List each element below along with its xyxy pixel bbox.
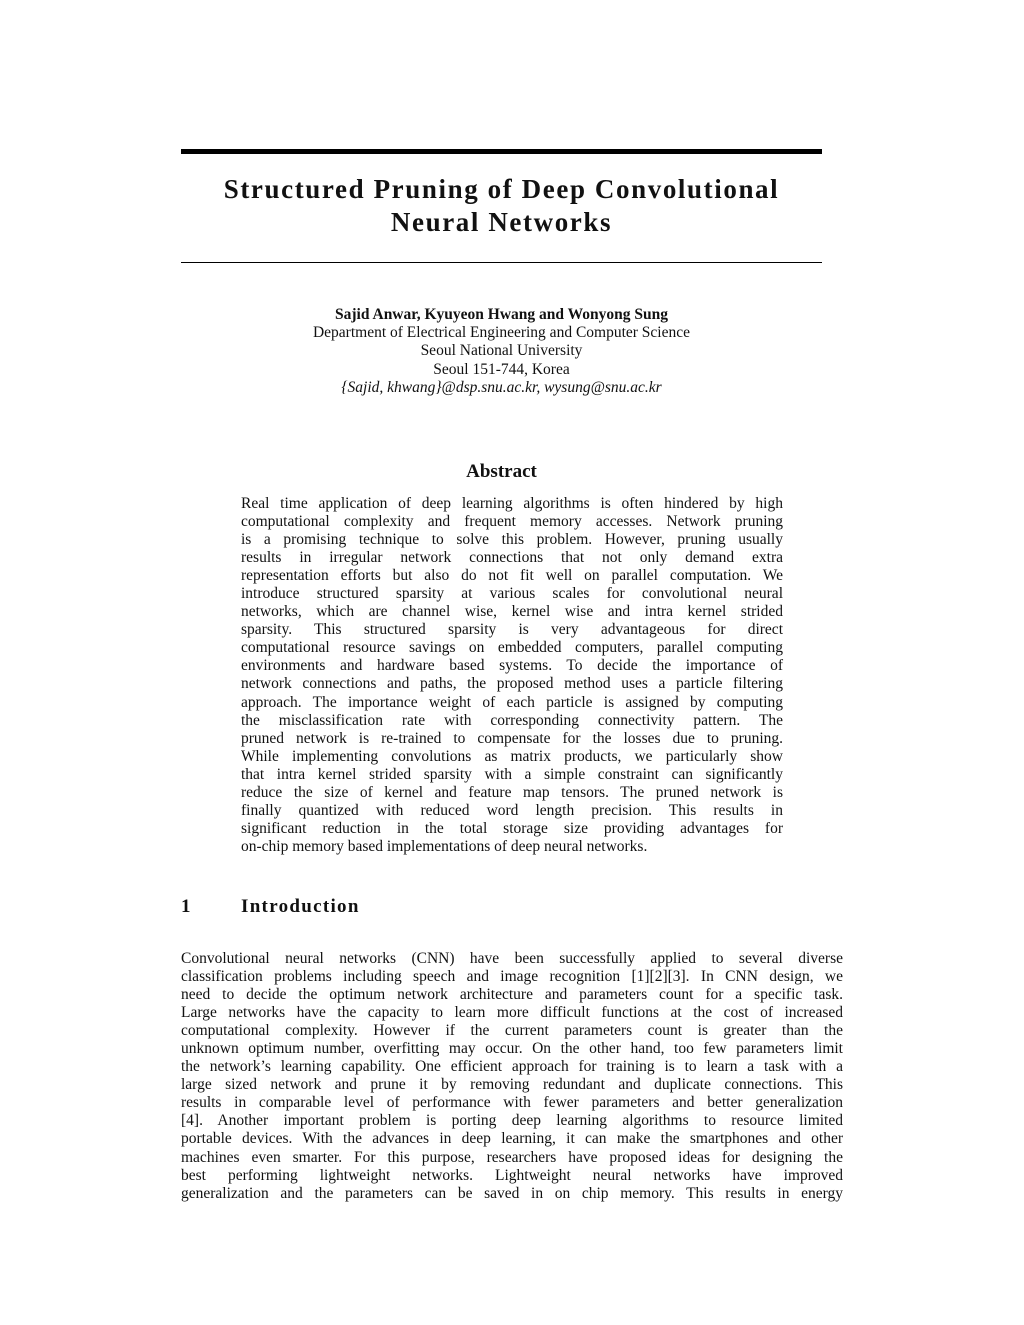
body-line: Convolutional neural networks (CNN) have been successfully applied to several diverse — [181, 950, 843, 967]
body-line: results in comparable level of performance with fewer parameters and better generalization — [181, 1094, 843, 1112]
abstract-line: network connections and paths, the proposed method uses a particle filtering — [241, 675, 783, 693]
abstract-body — [241, 495, 783, 856]
body-line: classification problems including speech and image recognition [1][2][3]. In CNN design, we — [181, 968, 843, 986]
abstract-line: representation efforts but also do not fit well on parallel computation. We — [241, 567, 783, 585]
body-line: large sized network and prune it by removing redundant and duplicate connections. This — [181, 1076, 843, 1094]
affiliation-address: Seoul 151-744, Korea — [433, 360, 570, 378]
abstract-line: finally quantized with reduced word length precision. This results in — [241, 801, 783, 819]
body-line: portable devices. With the advances in deep learning, it can make the smartphones and other — [181, 1130, 843, 1148]
abstract-line: Real time application of deep learning algorithms is often hindered by high — [241, 495, 783, 512]
abstract-line: the misclassification rate with corresponding connectivity pattern. The — [241, 711, 783, 729]
abstract-line: sparsity. This structured sparsity is very advantageous for direct — [241, 621, 783, 639]
abstract-line: While implementing convolutions as matrix products, we particularly show — [241, 747, 783, 765]
author-block — [181, 306, 822, 397]
abstract-line: results in irregular network connections that not only demand extra — [241, 549, 783, 567]
title-top-rule — [181, 149, 822, 154]
abstract-line: approach. The importance weight of each particle is assigned by computing — [241, 693, 783, 711]
body-line: best performing lightweight networks. Lightweight neural networks have improved — [181, 1166, 843, 1184]
abstract-line: reduce the size of kernel and feature map tensors. The pruned network is — [241, 783, 783, 801]
paper-title-line-2: Neural Networks — [390, 207, 613, 237]
introduction-body — [181, 950, 843, 1203]
section-number: 1 — [181, 896, 192, 917]
body-line: the network’s learning capability. One efficient approach for training is to learn a task with a — [181, 1058, 843, 1076]
section-title: Introduction — [241, 896, 360, 917]
body-line: need to decide the optimum network architecture and parameters count for a specific task. — [181, 986, 843, 1004]
body-line: computational complexity. However if the current parameters count is greater than the — [181, 1022, 843, 1040]
body-line: Large networks have the capacity to learn more difficult functions at the cost of increased — [181, 1004, 843, 1022]
abstract-line: significant reduction in the total storage size providing advantages for — [241, 819, 783, 837]
body-line: [4]. Another important problem is porting deep learning algorithms to resource limited — [181, 1112, 843, 1130]
body-line: generalization and the parameters can be saved in on chip memory. This results in energy — [181, 1184, 843, 1202]
paper-title-line-1: Structured Pruning of Deep Convolutional — [223, 174, 780, 204]
abstract-line: is a promising technique to solve this problem. However, pruning usually — [241, 531, 783, 549]
section-heading-introduction — [181, 895, 360, 919]
abstract-line: networks, which are channel wise, kernel wise and intra kernel strided — [241, 603, 783, 621]
affiliation-university: Seoul National University — [420, 342, 583, 360]
author-names: Sajid Anwar, Kyuyeon Hwang and Wonyong Sung — [335, 306, 668, 323]
body-line: unknown optimum number, overfitting may occur. On the other hand, too few parameters limit — [181, 1040, 843, 1058]
abstract-line: environments and hardware based systems. To decide the importance of — [241, 657, 783, 675]
abstract-line: computational complexity and frequent memory accesses. Network pruning — [241, 513, 783, 531]
abstract-line: computational resource savings on embedded computers, parallel computing — [241, 639, 783, 657]
affiliation-department: Department of Electrical Engineering and Computer Science — [312, 324, 691, 342]
abstract-line: that intra kernel strided sparsity with a simple constraint can significantly — [241, 765, 783, 783]
body-line: machines even smarter. For this purpose, researchers have proposed ideas for designing the — [181, 1148, 843, 1166]
abstract-line: on-chip memory based implementations of deep neural networks. — [241, 837, 648, 855]
paper-title — [181, 173, 822, 239]
abstract-heading: Abstract — [466, 461, 537, 482]
author-emails: {Sajid, khwang}@dsp.snu.ac.kr, wysung@snu.ac.kr — [341, 378, 662, 396]
abstract-line: introduce structured sparsity at various scales for convolutional neural — [241, 585, 783, 603]
title-bottom-rule — [181, 262, 822, 263]
abstract-line: pruned network is re-trained to compensate for the losses due to pruning. — [241, 729, 783, 747]
